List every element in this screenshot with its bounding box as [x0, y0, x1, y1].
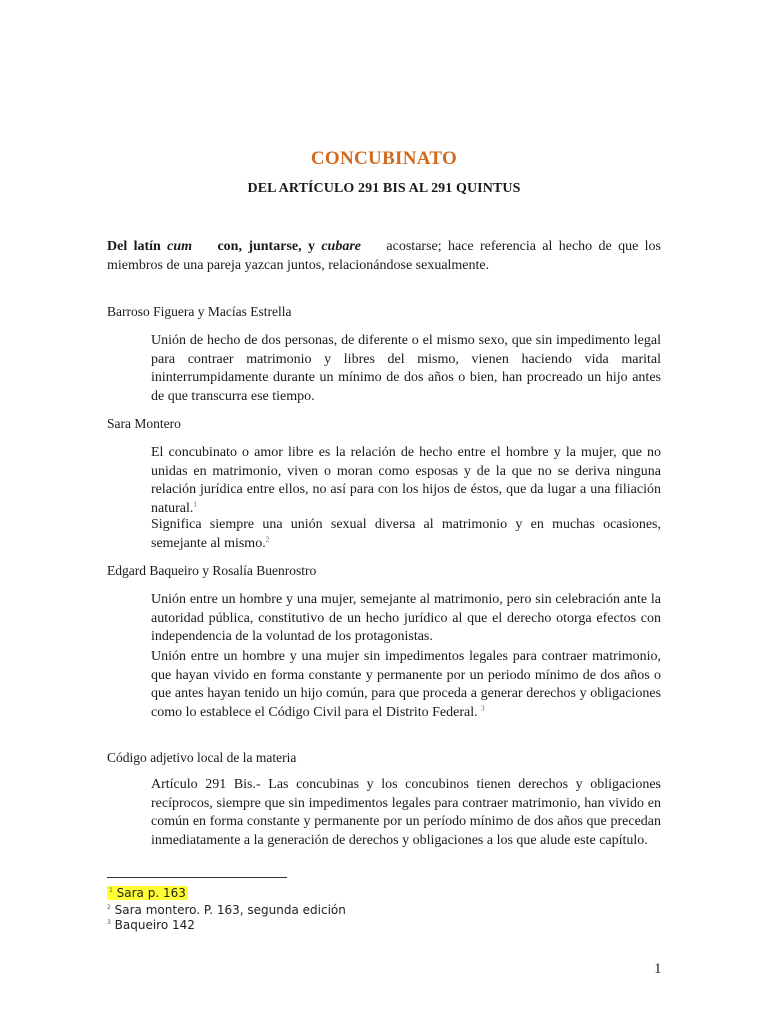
section-quote [151, 516, 661, 553]
section-author: Barroso Figuera y Macías Estrella [107, 304, 292, 319]
footnote-mark: 1 [109, 887, 113, 894]
footnote-text: Sara montero. P. 163, segunda edición [114, 903, 346, 917]
footnote-ref: 2 [265, 534, 270, 543]
section-quote [151, 444, 661, 518]
document-title: CONCUBINATO [310, 148, 458, 169]
footnote-text: Baqueiro 142 [114, 918, 195, 932]
intro-rest: acostarse; hace referencia al hecho de que los miembros de una pareja yazcan juntos, relacionándose sexualmente. [107, 239, 665, 273]
footnote-3 [107, 918, 195, 932]
section-quote: Artículo 291 Bis.- Las concubinas y los concubinos tienen derechos y obligaciones recíprocos, siempre que sin impedimentos legales para contraer matrimonio, han vivido en común en forma constante y permanente por un período mínimo de dos años que precedan inmediatamente a la generación de derechos y obligaciones a los que alude este capítulo. [151, 777, 661, 848]
footnote-mark: 2 [107, 904, 111, 911]
section-quote: Unión entre un hombre y una mujer, semejante al matrimonio, pero sin celebración ante la autoridad pública, constitutivo de un hecho jurídico al que el derecho otorga efectos con independencia de la voluntad de los protagonistas. [151, 592, 661, 644]
document-subtitle: DEL ARTÍCULO 291 BIS AL 291 QUINTUS [247, 181, 521, 196]
intro-word-cum: cum [167, 239, 193, 254]
section-quote [151, 648, 661, 722]
section-author: Sara Montero [107, 416, 181, 431]
section-author: Edgard Baqueiro y Rosalía Buenrostro [107, 563, 317, 578]
footnote-divider [107, 877, 287, 878]
footnote-1 [107, 886, 188, 900]
footnote-2 [107, 903, 346, 917]
footnote-text: Sara p. 163 [116, 886, 186, 900]
intro-lead: Del latín [107, 239, 168, 254]
quote-text: Unión entre un hombre y una mujer sin impedimentos legales para contraer matrimonio, que hayan vivido en forma constante y permanente por un periodo mínimo de dos años o que antes hayan tenido un hijo común, para que proceda a generar derechos y obligaciones como lo establece el Código Civil para el Distrito Federal. [151, 649, 661, 720]
footnote-mark: 3 [107, 919, 111, 926]
intro-gloss: con, juntarse, y [192, 239, 322, 254]
section-author: Código adjetivo local de la materia [107, 750, 297, 765]
intro-paragraph [107, 238, 665, 275]
footnote-highlight [107, 886, 188, 900]
intro-word-cubare: cubare [321, 239, 361, 254]
page-number: 1 [654, 961, 662, 977]
quote-text: El concubinato o amor libre es la relación de hecho entre el hombre y la mujer, que no unidas en matrimonio, viven o moran como esposas y de la que no se deriva ninguna relación jurídica entre ellos, no así para con los hijos de éstos, que da lugar a una filiación natural. [151, 445, 661, 516]
footnote-ref: 3 [481, 703, 485, 712]
quote-text: Significa siempre una unión sexual diversa al matrimonio y en muchas ocasiones, semejante al mismo. [151, 517, 661, 551]
footnote-ref: 1 [193, 499, 197, 508]
section-quote: Unión de hecho de dos personas, de diferente o el mismo sexo, que sin impedimento legal para contraer matrimonio y libres del mismo, vienen haciendo vida marital ininterrumpidamente durante un mínimo de dos años o bien, han procreado un hijo antes de que transcurra ese tiempo. [151, 333, 661, 404]
